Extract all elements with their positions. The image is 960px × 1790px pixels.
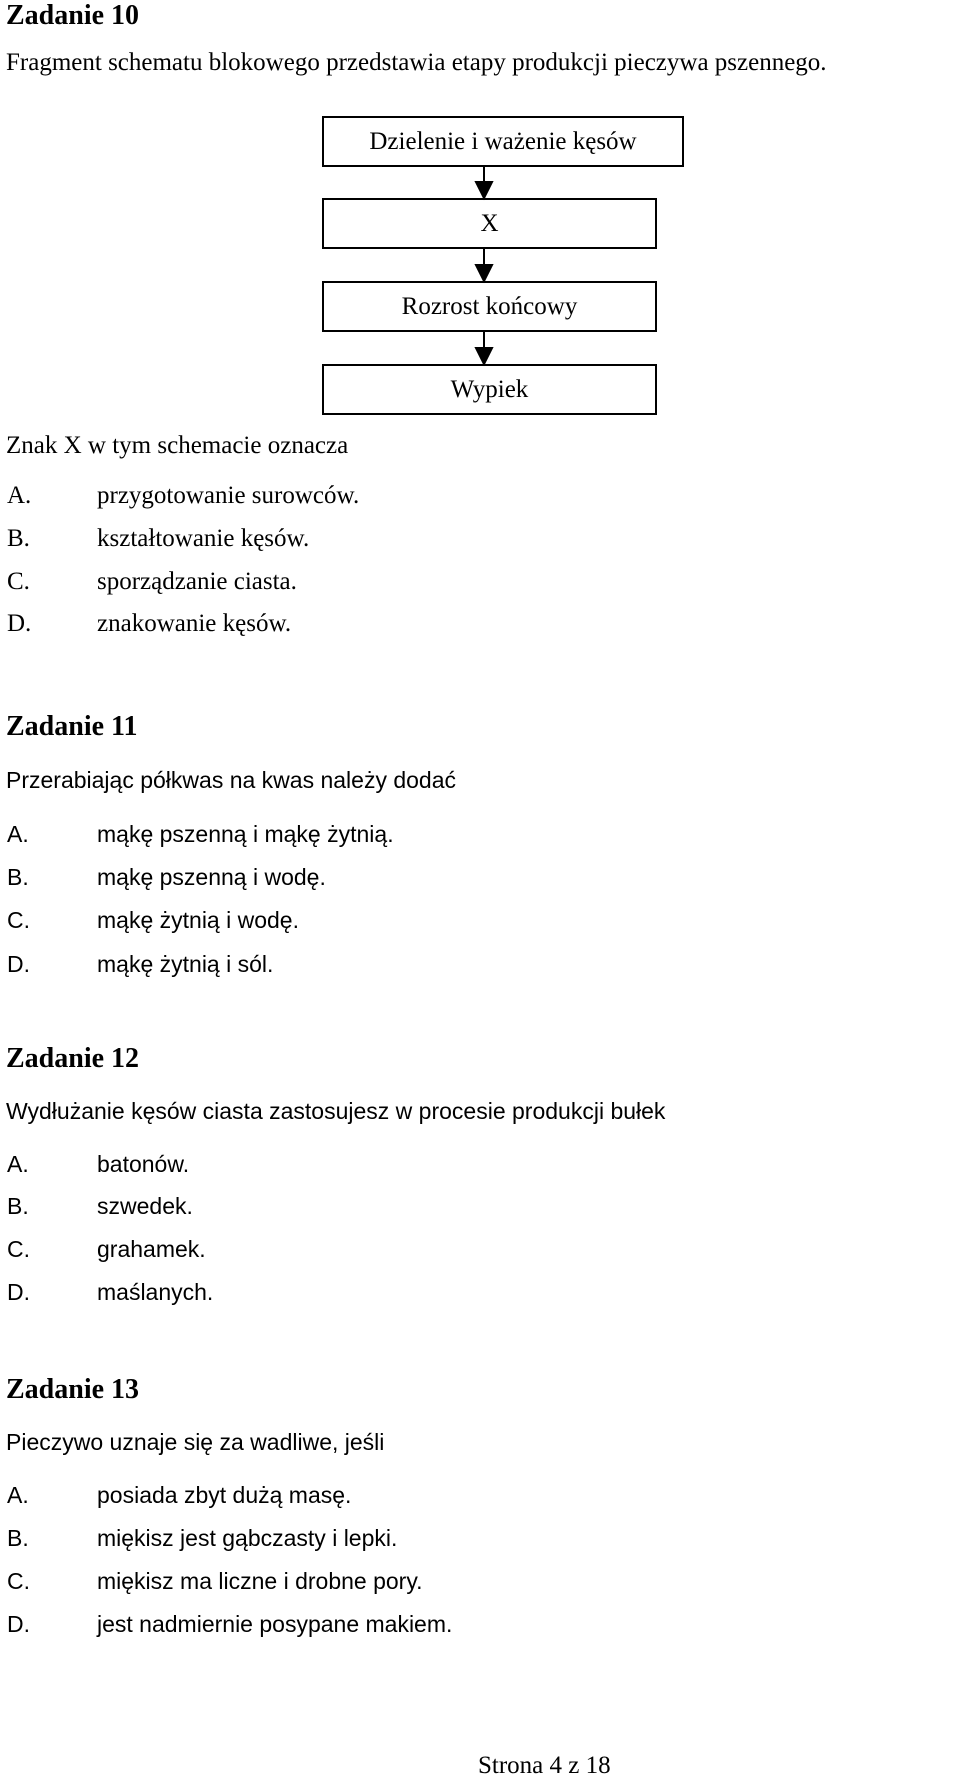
flow-arrows <box>0 0 960 430</box>
task-13-stem: Pieczywo uznaje się za wadliwe, jeśli <box>6 1429 385 1455</box>
task-11-title: Zadanie 11 <box>6 711 138 742</box>
flow-box-x: X <box>322 198 657 249</box>
task-10-title: Zadanie 10 <box>6 0 140 31</box>
task-13-title: Zadanie 13 <box>6 1374 140 1405</box>
task-12-stem: Wydłużanie kęsów ciasta zastosujesz w procesie produkcji bułek <box>6 1098 666 1124</box>
task-12-title: Zadanie 12 <box>6 1043 140 1074</box>
flow-arrow-down-icon <box>476 265 492 281</box>
flow-arrow-down-icon <box>476 348 492 364</box>
flow-box-dividing: Dzielenie i ważenie kęsów <box>322 116 684 167</box>
flow-box-final-proofing: Rozrost końcowy <box>322 281 657 332</box>
task-10-question: Znak X w tym schemacie oznacza <box>6 432 349 459</box>
flow-box-baking: Wypiek <box>322 364 657 415</box>
task-11-stem: Przerabiając półkwas na kwas należy dodać <box>6 767 457 793</box>
task-10-stem: Fragment schematu blokowego przedstawia etapy produkcji pieczywa pszennego. <box>6 49 827 76</box>
flow-arrow-down-icon <box>476 182 492 198</box>
page-number: Strona 4 z 18 <box>478 1752 611 1779</box>
